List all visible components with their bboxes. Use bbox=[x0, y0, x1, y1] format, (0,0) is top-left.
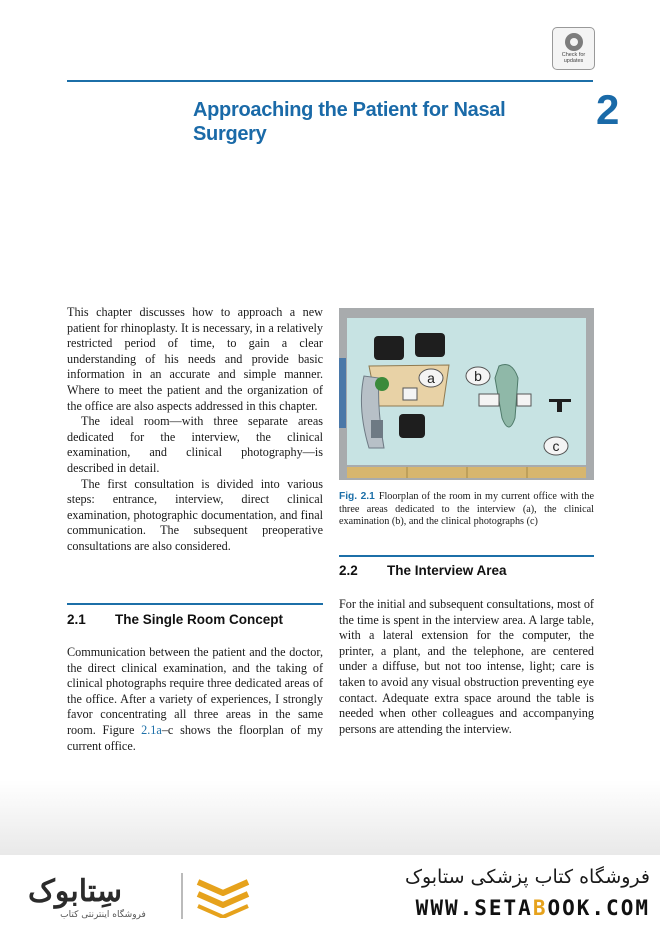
area-b-label: b bbox=[474, 368, 482, 384]
intro-paragraph-1: This chapter discusses how to approach a new patient for rhinoplasty. It is necessary, in a relatively restricted period of time, to gain a clear understanding of his needs and provide basic information in an accurate and simple manner. Where to meet the patient and the organization of the office are also aspects addressed in this chapter. bbox=[67, 305, 323, 413]
update-icon bbox=[565, 33, 583, 51]
section-title: The Interview Area bbox=[387, 563, 507, 578]
section-number: 2.1 bbox=[67, 612, 86, 627]
section-heading-2-1 bbox=[67, 612, 283, 627]
section-2-2-paragraph: For the initial and subsequent consultations, most of the time is spent in the interview area. A large table, with a lateral extension for the computer, the printer, a plant, and the telephone, are centered under a diffuse, but not too intense, light; care is taken to avoid any visual obstruction preventing eye contact. Adequate extra space around the table is needed when other colleagues and accompanying persons are attending the interview. bbox=[339, 597, 594, 736]
footer-divider bbox=[181, 873, 183, 919]
area-c-label: c bbox=[552, 438, 560, 454]
chapter-title: Approaching the Patient for Nasal Surgery bbox=[193, 99, 506, 145]
book-stack-icon bbox=[194, 876, 252, 918]
badge-line2: updates bbox=[563, 58, 584, 64]
section-heading-2-2 bbox=[339, 563, 507, 578]
url-part-1: WWW.SETA bbox=[415, 896, 533, 920]
badge-line1: Check for bbox=[561, 52, 586, 58]
section-title: The Single Room Concept bbox=[115, 612, 284, 627]
figure-caption-text: Floorplan of the room in my current office with the three areas dedicated to the interview (a), the clinical examination (b), and the clinical photographs (c) bbox=[339, 491, 595, 528]
text-after: –c shows the floorplan of my current office. bbox=[67, 722, 323, 753]
section-number: 2.2 bbox=[339, 563, 358, 578]
shop-name: فروشگاه کتاب پزشکی ستابوک bbox=[404, 866, 650, 888]
left-column bbox=[67, 305, 323, 555]
section-rule-2-2 bbox=[339, 555, 594, 557]
floorplan-figure bbox=[339, 308, 594, 480]
logo-text: سِتابوک bbox=[28, 875, 123, 908]
check-for-updates-badge[interactable] bbox=[552, 27, 595, 70]
logo-subtitle: فروشگاه اینترنتی کتاب bbox=[60, 910, 146, 920]
intro-paragraph-3: The first consultation is divided into various steps: entrance, interview, direct clinical examination, photographic documentation, and final communication. The subsequent preoperative consultations are also considered. bbox=[67, 476, 323, 553]
chapter-number: 2 bbox=[596, 86, 620, 133]
section-2-1-body bbox=[67, 645, 323, 754]
right-column bbox=[339, 597, 594, 737]
section-2-1-paragraph bbox=[67, 645, 323, 754]
floorplan-drawing bbox=[339, 308, 594, 480]
page-fade bbox=[0, 780, 660, 858]
url-part-3: OOK.COM bbox=[547, 896, 650, 920]
intro-paragraph-2: The ideal room—with three separate areas dedicated for the interview, the clinical examination, and clinical photography—is described in detail. bbox=[67, 414, 323, 475]
website-url[interactable] bbox=[330, 896, 650, 920]
chapter-rule bbox=[67, 80, 593, 82]
figure-caption bbox=[339, 491, 594, 529]
figure-link[interactable]: 2.1a bbox=[141, 722, 162, 737]
area-a-label: a bbox=[427, 370, 435, 386]
url-part-2: B bbox=[532, 896, 548, 920]
text-before: Communication between the patient and the doctor, the direct clinical examination, and the taking of clinical photographs require three dedicated areas of the office. After a variety of experiences, I strongly favor concentrating all three areas in the same room. Figure bbox=[67, 645, 323, 737]
figure-label: Fig. 2.1 bbox=[339, 491, 375, 502]
section-rule-2-1 bbox=[67, 603, 323, 605]
